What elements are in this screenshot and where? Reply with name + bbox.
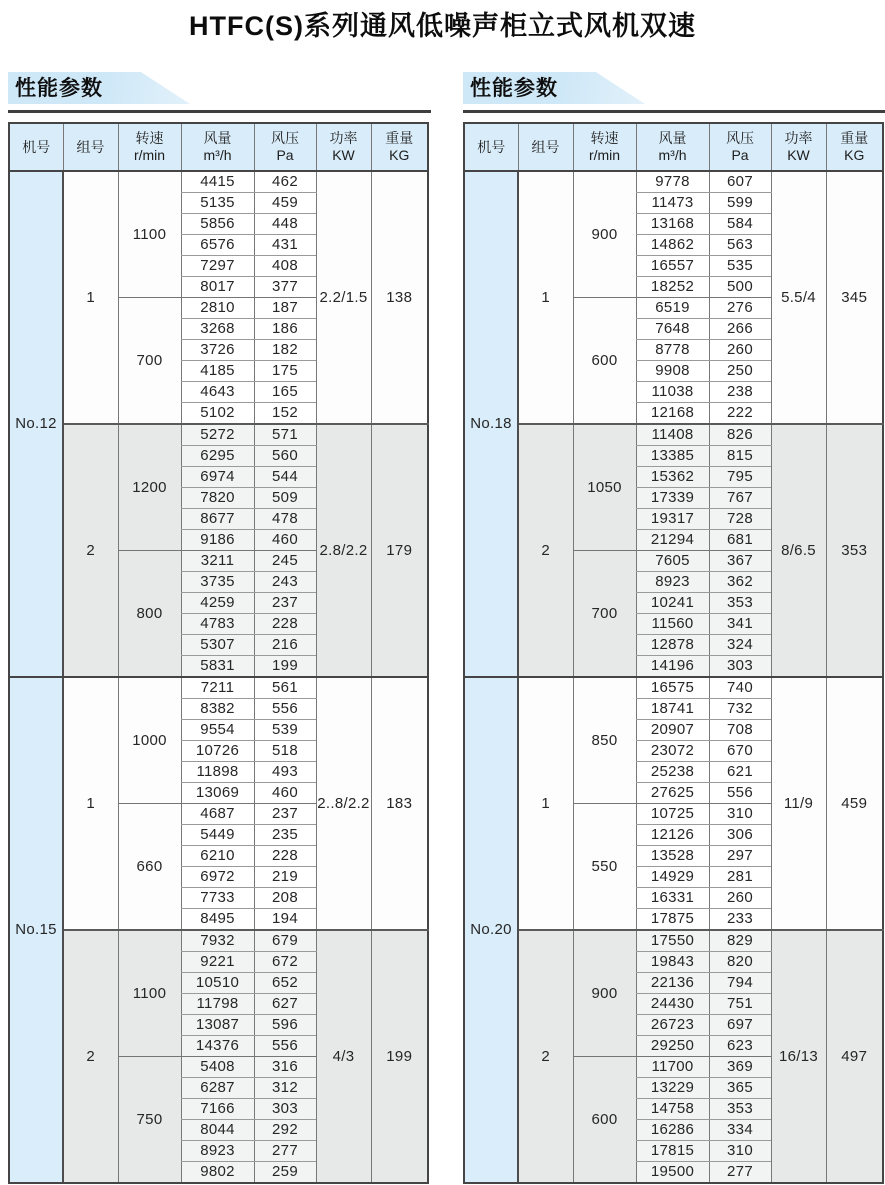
cell-pressure: 303 — [709, 656, 771, 678]
cell-airflow: 14929 — [636, 867, 709, 888]
cell-airflow: 5856 — [181, 214, 254, 235]
cell-power: 11/9 — [771, 677, 826, 930]
cell-pressure: 237 — [254, 804, 316, 825]
cell-pressure: 219 — [254, 867, 316, 888]
cell-airflow: 9554 — [181, 720, 254, 741]
cell-machine-no: No.18 — [464, 171, 518, 677]
cell-airflow: 9778 — [636, 171, 709, 193]
cell-power: 16/13 — [771, 930, 826, 1183]
column-header: 转速 r/min — [573, 123, 636, 171]
cell-airflow: 5307 — [181, 635, 254, 656]
cell-pressure: 228 — [254, 614, 316, 635]
page-title: HTFC(S)系列通风低噪声柜立式风机双速 — [189, 11, 696, 41]
cell-airflow: 8778 — [636, 340, 709, 361]
cell-pressure: 165 — [254, 382, 316, 403]
table-row — [9, 930, 428, 952]
cell-airflow: 17875 — [636, 909, 709, 931]
cell-airflow: 7605 — [636, 551, 709, 572]
cell-airflow: 8923 — [636, 572, 709, 593]
cell-airflow: 16557 — [636, 256, 709, 277]
cell-speed: 800 — [118, 551, 181, 678]
cell-pressure: 728 — [709, 509, 771, 530]
cell-airflow: 5135 — [181, 193, 254, 214]
cell-airflow: 12168 — [636, 403, 709, 425]
cell-airflow: 5449 — [181, 825, 254, 846]
cell-group-no: 1 — [63, 677, 118, 930]
cell-pressure: 408 — [254, 256, 316, 277]
cell-speed: 1100 — [118, 930, 181, 1057]
header-row — [464, 123, 883, 171]
cell-pressure: 500 — [709, 277, 771, 298]
cell-weight: 183 — [371, 677, 428, 930]
cell-pressure: 303 — [254, 1099, 316, 1120]
cell-airflow: 13385 — [636, 446, 709, 467]
section-heading: 性能参数 — [470, 77, 558, 100]
cell-pressure: 187 — [254, 298, 316, 319]
cell-pressure: 277 — [254, 1141, 316, 1162]
cell-airflow: 18741 — [636, 699, 709, 720]
performance-table — [8, 122, 429, 1184]
cell-airflow: 10510 — [181, 973, 254, 994]
cell-weight: 497 — [826, 930, 883, 1183]
cell-airflow: 4415 — [181, 171, 254, 193]
cell-pressure: 623 — [709, 1036, 771, 1057]
cell-airflow: 13168 — [636, 214, 709, 235]
cell-pressure: 292 — [254, 1120, 316, 1141]
cell-pressure: 222 — [709, 403, 771, 425]
cell-group-no: 2 — [63, 424, 118, 677]
cell-airflow: 10725 — [636, 804, 709, 825]
cell-pressure: 544 — [254, 467, 316, 488]
cell-pressure: 277 — [709, 1162, 771, 1184]
cell-pressure: 795 — [709, 467, 771, 488]
column-header: 功率 KW — [316, 123, 371, 171]
cell-pressure: 353 — [709, 593, 771, 614]
cell-airflow: 3268 — [181, 319, 254, 340]
cell-airflow: 8923 — [181, 1141, 254, 1162]
cell-airflow: 5272 — [181, 424, 254, 446]
cell-pressure: 216 — [254, 635, 316, 656]
cell-airflow: 5408 — [181, 1057, 254, 1078]
cell-pressure: 459 — [254, 193, 316, 214]
cell-airflow: 15362 — [636, 467, 709, 488]
cell-pressure: 672 — [254, 952, 316, 973]
cell-pressure: 621 — [709, 762, 771, 783]
cell-airflow: 6972 — [181, 867, 254, 888]
cell-pressure: 535 — [709, 256, 771, 277]
cell-weight: 353 — [826, 424, 883, 677]
cell-power: 2.8/2.2 — [316, 424, 371, 677]
cell-pressure: 182 — [254, 340, 316, 361]
cell-airflow: 14862 — [636, 235, 709, 256]
cell-pressure: 670 — [709, 741, 771, 762]
cell-pressure: 740 — [709, 677, 771, 699]
cell-pressure: 493 — [254, 762, 316, 783]
cell-speed: 660 — [118, 804, 181, 931]
cell-pressure: 794 — [709, 973, 771, 994]
cell-airflow: 7648 — [636, 319, 709, 340]
cell-speed: 900 — [573, 930, 636, 1057]
cell-speed: 1050 — [573, 424, 636, 551]
cell-airflow: 25238 — [636, 762, 709, 783]
cell-pressure: 276 — [709, 298, 771, 319]
performance-panel-right — [463, 72, 885, 1184]
header-row — [9, 123, 428, 171]
cell-pressure: 367 — [709, 551, 771, 572]
cell-pressure: 563 — [709, 235, 771, 256]
cell-airflow: 11560 — [636, 614, 709, 635]
cell-airflow: 12878 — [636, 635, 709, 656]
cell-pressure: 194 — [254, 909, 316, 931]
performance-panel-left — [8, 72, 431, 1184]
cell-airflow: 17339 — [636, 488, 709, 509]
cell-airflow: 8677 — [181, 509, 254, 530]
column-header: 风压 Pa — [254, 123, 316, 171]
cell-airflow: 8017 — [181, 277, 254, 298]
cell-machine-no: No.12 — [9, 171, 63, 677]
cell-pressure: 233 — [709, 909, 771, 931]
section-banner — [463, 72, 885, 104]
cell-pressure: 245 — [254, 551, 316, 572]
cell-airflow: 11473 — [636, 193, 709, 214]
cell-speed: 1200 — [118, 424, 181, 551]
cell-speed: 550 — [573, 804, 636, 931]
cell-airflow: 16286 — [636, 1120, 709, 1141]
cell-pressure: 377 — [254, 277, 316, 298]
cell-airflow: 18252 — [636, 277, 709, 298]
cell-airflow: 20907 — [636, 720, 709, 741]
cell-pressure: 460 — [254, 783, 316, 804]
cell-pressure: 571 — [254, 424, 316, 446]
column-header: 功率 KW — [771, 123, 826, 171]
cell-airflow: 12126 — [636, 825, 709, 846]
table-row — [9, 171, 428, 193]
section-heading: 性能参数 — [15, 77, 103, 100]
cell-pressure: 561 — [254, 677, 316, 699]
cell-pressure: 259 — [254, 1162, 316, 1184]
cell-airflow: 6974 — [181, 467, 254, 488]
cell-pressure: 599 — [709, 193, 771, 214]
cell-pressure: 152 — [254, 403, 316, 425]
cell-airflow: 19843 — [636, 952, 709, 973]
cell-pressure: 306 — [709, 825, 771, 846]
table-row — [464, 424, 883, 446]
cell-airflow: 7733 — [181, 888, 254, 909]
table-row — [464, 171, 883, 193]
cell-pressure: 228 — [254, 846, 316, 867]
cell-airflow: 27625 — [636, 783, 709, 804]
table-row — [464, 677, 883, 699]
cell-airflow: 4185 — [181, 361, 254, 382]
cell-airflow: 7166 — [181, 1099, 254, 1120]
cell-pressure: 238 — [709, 382, 771, 403]
cell-pressure: 297 — [709, 846, 771, 867]
cell-power: 2..8/2.2 — [316, 677, 371, 930]
cell-group-no: 1 — [518, 171, 573, 424]
cell-airflow: 11798 — [181, 994, 254, 1015]
cell-airflow: 7297 — [181, 256, 254, 277]
cell-pressure: 584 — [709, 214, 771, 235]
cell-pressure: 518 — [254, 741, 316, 762]
cell-pressure: 460 — [254, 530, 316, 551]
cell-airflow: 11700 — [636, 1057, 709, 1078]
cell-pressure: 556 — [254, 699, 316, 720]
section-banner — [8, 72, 431, 104]
cell-airflow: 7932 — [181, 930, 254, 952]
cell-power: 8/6.5 — [771, 424, 826, 677]
column-header: 重量 KG — [826, 123, 883, 171]
cell-group-no: 1 — [63, 171, 118, 424]
cell-airflow: 8044 — [181, 1120, 254, 1141]
cell-airflow: 3211 — [181, 551, 254, 572]
cell-pressure: 539 — [254, 720, 316, 741]
cell-airflow: 9802 — [181, 1162, 254, 1184]
cell-airflow: 10726 — [181, 741, 254, 762]
cell-airflow: 13229 — [636, 1078, 709, 1099]
column-header: 转速 r/min — [118, 123, 181, 171]
cell-pressure: 341 — [709, 614, 771, 635]
cell-speed: 850 — [573, 677, 636, 804]
cell-pressure: 365 — [709, 1078, 771, 1099]
cell-power: 2.2/1.5 — [316, 171, 371, 424]
cell-airflow: 4259 — [181, 593, 254, 614]
cell-pressure: 448 — [254, 214, 316, 235]
cell-pressure: 829 — [709, 930, 771, 952]
cell-pressure: 751 — [709, 994, 771, 1015]
cell-pressure: 175 — [254, 361, 316, 382]
cell-group-no: 2 — [63, 930, 118, 1183]
cell-airflow: 6576 — [181, 235, 254, 256]
cell-airflow: 9186 — [181, 530, 254, 551]
column-header: 机号 — [464, 123, 518, 171]
cell-airflow: 14376 — [181, 1036, 254, 1057]
cell-airflow: 7820 — [181, 488, 254, 509]
cell-pressure: 199 — [254, 656, 316, 678]
cell-machine-no: No.15 — [9, 677, 63, 1183]
table-row — [9, 677, 428, 699]
cell-airflow: 6295 — [181, 446, 254, 467]
cell-pressure: 556 — [709, 783, 771, 804]
cell-airflow: 23072 — [636, 741, 709, 762]
cell-pressure: 681 — [709, 530, 771, 551]
cell-airflow: 9221 — [181, 952, 254, 973]
cell-airflow: 5102 — [181, 403, 254, 425]
cell-airflow: 11898 — [181, 762, 254, 783]
cell-pressure: 312 — [254, 1078, 316, 1099]
section-underline — [8, 110, 431, 113]
cell-pressure: 732 — [709, 699, 771, 720]
cell-airflow: 13069 — [181, 783, 254, 804]
cell-group-no: 2 — [518, 930, 573, 1183]
cell-airflow: 14758 — [636, 1099, 709, 1120]
cell-airflow: 5831 — [181, 656, 254, 678]
cell-airflow: 8495 — [181, 909, 254, 931]
cell-airflow: 8382 — [181, 699, 254, 720]
cell-airflow: 22136 — [636, 973, 709, 994]
cell-machine-no: No.20 — [464, 677, 518, 1183]
cell-pressure: 310 — [709, 804, 771, 825]
cell-airflow: 4643 — [181, 382, 254, 403]
cell-airflow: 7211 — [181, 677, 254, 699]
cell-airflow: 3735 — [181, 572, 254, 593]
cell-pressure: 820 — [709, 952, 771, 973]
cell-airflow: 19317 — [636, 509, 709, 530]
cell-pressure: 607 — [709, 171, 771, 193]
cell-pressure: 324 — [709, 635, 771, 656]
cell-airflow: 11038 — [636, 382, 709, 403]
cell-pressure: 478 — [254, 509, 316, 530]
cell-pressure: 260 — [709, 888, 771, 909]
column-header: 组号 — [518, 123, 573, 171]
performance-table — [463, 122, 884, 1184]
cell-pressure: 826 — [709, 424, 771, 446]
cell-pressure: 462 — [254, 171, 316, 193]
cell-airflow: 16331 — [636, 888, 709, 909]
cell-pressure: 235 — [254, 825, 316, 846]
cell-pressure: 186 — [254, 319, 316, 340]
column-header: 风量 m³/h — [636, 123, 709, 171]
cell-power: 4/3 — [316, 930, 371, 1183]
cell-pressure: 260 — [709, 340, 771, 361]
table-row — [9, 424, 428, 446]
cell-airflow: 6519 — [636, 298, 709, 319]
cell-airflow: 21294 — [636, 530, 709, 551]
cell-pressure: 316 — [254, 1057, 316, 1078]
cell-pressure: 708 — [709, 720, 771, 741]
cell-speed: 1100 — [118, 171, 181, 298]
cell-pressure: 353 — [709, 1099, 771, 1120]
cell-pressure: 243 — [254, 572, 316, 593]
cell-pressure: 556 — [254, 1036, 316, 1057]
cell-pressure: 627 — [254, 994, 316, 1015]
cell-pressure: 596 — [254, 1015, 316, 1036]
cell-speed: 600 — [573, 298, 636, 425]
cell-airflow: 2810 — [181, 298, 254, 319]
cell-speed: 900 — [573, 171, 636, 298]
cell-airflow: 16575 — [636, 677, 709, 699]
cell-airflow: 3726 — [181, 340, 254, 361]
cell-pressure: 369 — [709, 1057, 771, 1078]
tables-row — [0, 72, 885, 1184]
cell-pressure: 310 — [709, 1141, 771, 1162]
cell-pressure: 815 — [709, 446, 771, 467]
cell-airflow: 13528 — [636, 846, 709, 867]
cell-airflow: 24430 — [636, 994, 709, 1015]
cell-pressure: 362 — [709, 572, 771, 593]
cell-speed: 600 — [573, 1057, 636, 1184]
column-header: 机号 — [9, 123, 63, 171]
cell-pressure: 652 — [254, 973, 316, 994]
cell-airflow: 19500 — [636, 1162, 709, 1184]
cell-airflow: 29250 — [636, 1036, 709, 1057]
cell-pressure: 767 — [709, 488, 771, 509]
cell-pressure: 560 — [254, 446, 316, 467]
cell-airflow: 9908 — [636, 361, 709, 382]
cell-airflow: 6210 — [181, 846, 254, 867]
cell-group-no: 2 — [518, 424, 573, 677]
cell-speed: 700 — [118, 298, 181, 425]
cell-weight: 345 — [826, 171, 883, 424]
cell-speed: 700 — [573, 551, 636, 678]
cell-weight: 179 — [371, 424, 428, 677]
cell-speed: 750 — [118, 1057, 181, 1184]
column-header: 风量 m³/h — [181, 123, 254, 171]
cell-airflow: 4687 — [181, 804, 254, 825]
cell-airflow: 10241 — [636, 593, 709, 614]
cell-group-no: 1 — [518, 677, 573, 930]
section-underline — [463, 110, 885, 113]
cell-airflow: 17550 — [636, 930, 709, 952]
cell-pressure: 679 — [254, 930, 316, 952]
cell-weight: 199 — [371, 930, 428, 1183]
cell-pressure: 237 — [254, 593, 316, 614]
cell-airflow: 13087 — [181, 1015, 254, 1036]
column-header: 组号 — [63, 123, 118, 171]
column-header: 重量 KG — [371, 123, 428, 171]
cell-pressure: 250 — [709, 361, 771, 382]
cell-weight: 138 — [371, 171, 428, 424]
cell-pressure: 697 — [709, 1015, 771, 1036]
cell-pressure: 266 — [709, 319, 771, 340]
cell-airflow: 26723 — [636, 1015, 709, 1036]
cell-airflow: 14196 — [636, 656, 709, 678]
column-header: 风压 Pa — [709, 123, 771, 171]
cell-pressure: 509 — [254, 488, 316, 509]
cell-airflow: 17815 — [636, 1141, 709, 1162]
cell-pressure: 281 — [709, 867, 771, 888]
cell-airflow: 4783 — [181, 614, 254, 635]
cell-speed: 1000 — [118, 677, 181, 804]
cell-airflow: 6287 — [181, 1078, 254, 1099]
cell-power: 5.5/4 — [771, 171, 826, 424]
cell-pressure: 334 — [709, 1120, 771, 1141]
table-row — [464, 930, 883, 952]
cell-weight: 459 — [826, 677, 883, 930]
cell-airflow: 11408 — [636, 424, 709, 446]
cell-pressure: 431 — [254, 235, 316, 256]
cell-pressure: 208 — [254, 888, 316, 909]
